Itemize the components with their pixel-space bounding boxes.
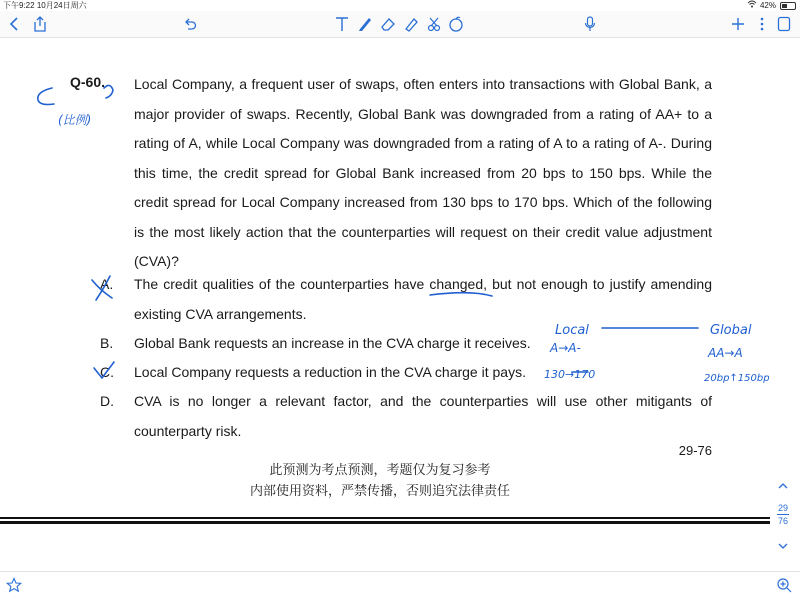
status-bar: [0, 0, 800, 11]
app-toolbar: [0, 11, 800, 38]
ink-local-spread: 130→170: [544, 368, 596, 381]
battery-level: [782, 4, 787, 8]
page-separator: [0, 517, 770, 526]
microphone-icon[interactable]: [580, 14, 600, 34]
current-page: 29: [777, 503, 788, 513]
lasso-tool-icon[interactable]: [424, 14, 444, 34]
option-letter: C.: [100, 364, 114, 380]
page-indicator-divider: [777, 514, 789, 515]
status-time: 下午9:22: [3, 1, 35, 10]
scroll-up-icon[interactable]: [772, 482, 794, 492]
option-text: The credit qualities of the counterparties have changed, but not enough to justify amending existing CVA arrangements.: [134, 276, 712, 322]
ink-local-rating: A→A-: [550, 341, 581, 355]
status-right: [747, 0, 796, 11]
eraser-tool-icon[interactable]: [378, 14, 398, 34]
option-letter: A.: [100, 276, 114, 292]
back-chevron-icon[interactable]: [4, 14, 24, 34]
text-tool-icon[interactable]: [332, 14, 352, 34]
battery-percent: 42%: [759, 1, 776, 10]
status-date: 10月24日周六: [36, 1, 87, 10]
more-icon[interactable]: [752, 14, 772, 34]
favorite-star-icon[interactable]: [6, 577, 22, 598]
ink-local-label: Local: [555, 323, 589, 338]
question-number: Q-60.: [70, 74, 106, 90]
highlighter-tool-icon[interactable]: [401, 14, 421, 34]
option-letter: B.: [100, 335, 114, 351]
scroll-down-icon[interactable]: [772, 542, 794, 552]
option-text: Local Company requests a reduction in the CVA charge it pays.: [134, 364, 526, 380]
option-text: Global Bank requests an increase in the CVA charge it receives.: [134, 335, 531, 351]
footer-notice-line1: 此预测为考点预测，考题仅为复习参考: [269, 463, 491, 478]
ink-global-spread: 20bp↑150bp: [704, 373, 770, 384]
document-page: [0, 38, 800, 515]
margin-note: (比例): [58, 113, 92, 127]
total-pages: 76: [777, 516, 788, 526]
question-stem: Local Company, a frequent user of swaps, often enters into transactions with Global Bank, a major provider of swaps. Recently, Global Bank was downgraded from a rating of AA+ to a rating of A, while Local Company was downgraded from a rating of A to a rating of A-. During this time, the credit spread for Global Bank increased from 20 bps to 150 bps. While the credit spread for Local Company increased from 130 bps to 170 bps. Which of the following is the most likely action that the counterparties will request on their credit value adjustment (CVA)?: [134, 76, 712, 269]
option-letter: D.: [100, 393, 114, 409]
bottom-bar: [0, 571, 800, 601]
status-time-date: [3, 0, 87, 11]
share-icon[interactable]: [30, 14, 50, 34]
zoom-in-icon[interactable]: [776, 577, 792, 598]
ink-global-rating: AA→A: [708, 346, 743, 360]
pages-icon[interactable]: [774, 14, 794, 34]
page-indicator[interactable]: [772, 503, 794, 526]
add-icon[interactable]: [728, 14, 748, 34]
battery-icon: [780, 2, 796, 10]
option-text: CVA is no longer a relevant factor, and the counterparties will use other mitigants of counterparty risk.: [134, 393, 712, 439]
footer-notice-line2: 内部使用资料，严禁传播，否则追究法律责任: [249, 484, 510, 499]
pen-tool-icon[interactable]: [355, 14, 375, 34]
separator-line: [0, 521, 770, 524]
ink-global-label: Global: [710, 323, 752, 338]
image-tool-icon[interactable]: [446, 14, 466, 34]
wifi-icon: [747, 0, 757, 11]
page-number: 29-76: [678, 443, 712, 458]
undo-icon[interactable]: [180, 14, 200, 34]
